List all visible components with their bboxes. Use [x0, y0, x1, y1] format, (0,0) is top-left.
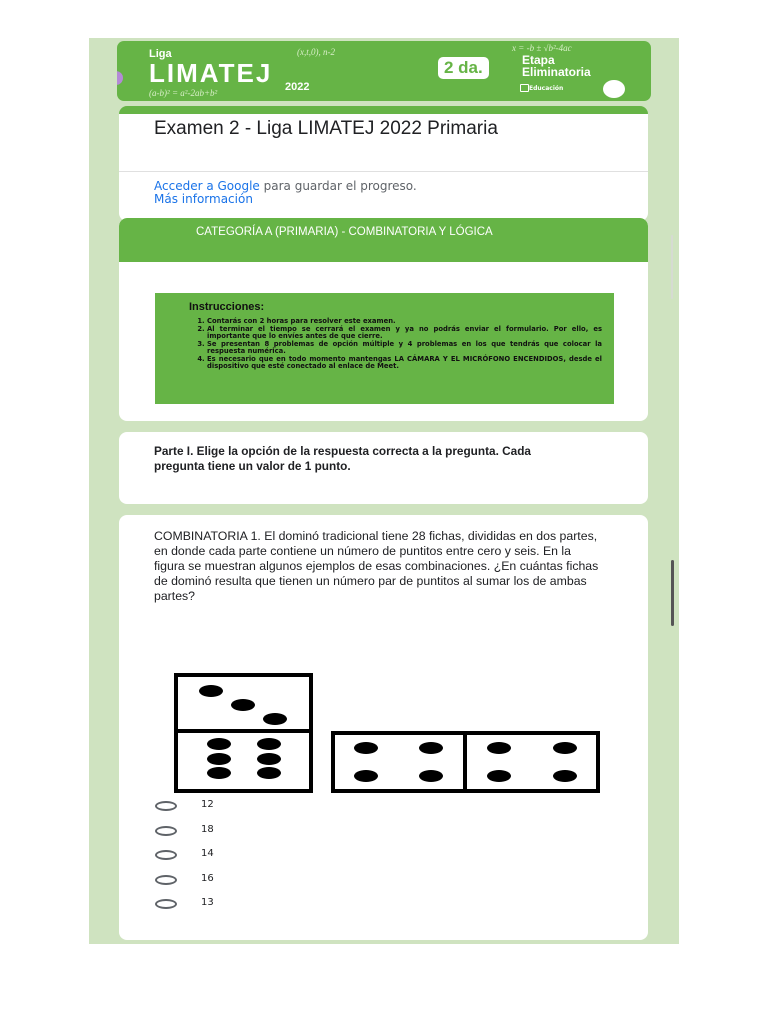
banner-formula: (a-b)² = a²-2ab+b² — [149, 88, 218, 98]
instructions-box — [155, 293, 614, 404]
stage-label — [522, 54, 591, 78]
scrollbar-thumb[interactable] — [671, 560, 674, 626]
banner-logo-text: LIMATEJ — [149, 58, 273, 88]
banner-liga: Liga — [149, 48, 172, 60]
decorative-circle — [117, 71, 123, 85]
section-header — [119, 218, 648, 262]
login-prompt — [154, 180, 417, 206]
scrollbar-track — [671, 235, 673, 299]
instruction-item: 2. Al terminar el tiempo se cerrará el examen y ya no podrás enviar el formulario. Por ello, es importante que lo envíes antes de que cierre. — [207, 326, 602, 341]
instruction-item: 1. Contarás con 2 horas para resolver este examen. — [207, 318, 602, 326]
part-description: Parte I. Elige la opción de la respuesta correcta a la pregunta. Cada pregunta tiene un valor de 1 punto. — [154, 444, 531, 473]
vertical-domino — [176, 675, 311, 791]
option-label: 16 — [201, 872, 214, 884]
instruction-item: 4. Es necesario que en todo momento mantengas LA CÁMARA Y EL MICRÓFONO ENCENDIDOS, desde el dispositivo que esté conectado al enlace de Meet. — [207, 356, 602, 371]
section-title: CATEGORÍA A (PRIMARIA) - COMBINATORIA Y LÓGICA — [196, 226, 493, 238]
instructions-heading: Instrucciones: — [189, 301, 265, 313]
option-label: 18 — [201, 823, 214, 835]
seal-logo — [603, 80, 625, 98]
horizontal-domino — [333, 733, 598, 791]
banner-formula: x = -b ± √b²-4ac — [512, 43, 572, 53]
header-banner — [117, 41, 651, 101]
radio-button[interactable] — [155, 801, 177, 811]
radio-button[interactable] — [155, 875, 177, 885]
domino-image — [173, 673, 603, 795]
more-info-link[interactable]: Más información — [154, 192, 253, 206]
option-label: 12 — [201, 799, 214, 810]
book-icon — [520, 84, 529, 92]
form-title: Examen 2 - Liga LIMATEJ 2022 Primaria — [154, 118, 498, 139]
option-label: 13 — [201, 897, 214, 908]
instructions-list — [155, 318, 614, 371]
divider — [119, 171, 648, 172]
radio-button[interactable] — [155, 899, 177, 909]
part-description-card — [119, 432, 648, 504]
instruction-item: 3. Se presentan 8 problemas de opción múltiple y 4 problemas en los que tendrás que colocar la respuesta numérica. — [207, 341, 602, 356]
form-title-card — [119, 106, 648, 221]
section-card — [119, 218, 648, 421]
login-prompt-text: para guardar el progreso. — [259, 179, 417, 193]
stage-badge: 2 da. — [438, 57, 489, 79]
education-logo-text: Educación — [529, 85, 564, 92]
question-text: COMBINATORIA 1. El dominó tradicional tiene 28 fichas, divididas en dos partes, en donde cada parte contiene un número de puntitos entre cero y seis. En la figura se muestran algunos ejemplos de esas combinaciones. ¿En cuántas fichas de dominó resulta que tienen un número par de puntitos al sumar los de ambas partes? — [154, 529, 599, 603]
banner-formula: (x,t,0), n-2 — [297, 47, 335, 57]
radio-button[interactable] — [155, 850, 177, 860]
google-login-link[interactable]: Acceder a Google — [154, 179, 260, 193]
banner-year: 2022 — [285, 81, 310, 93]
question-card — [119, 515, 648, 940]
stage-label-line2: Eliminatoria — [522, 65, 591, 79]
radio-button[interactable] — [155, 826, 177, 836]
stage-label-line1: Etapa — [522, 53, 555, 67]
option-label: 14 — [201, 848, 214, 859]
form-viewport — [89, 38, 679, 944]
